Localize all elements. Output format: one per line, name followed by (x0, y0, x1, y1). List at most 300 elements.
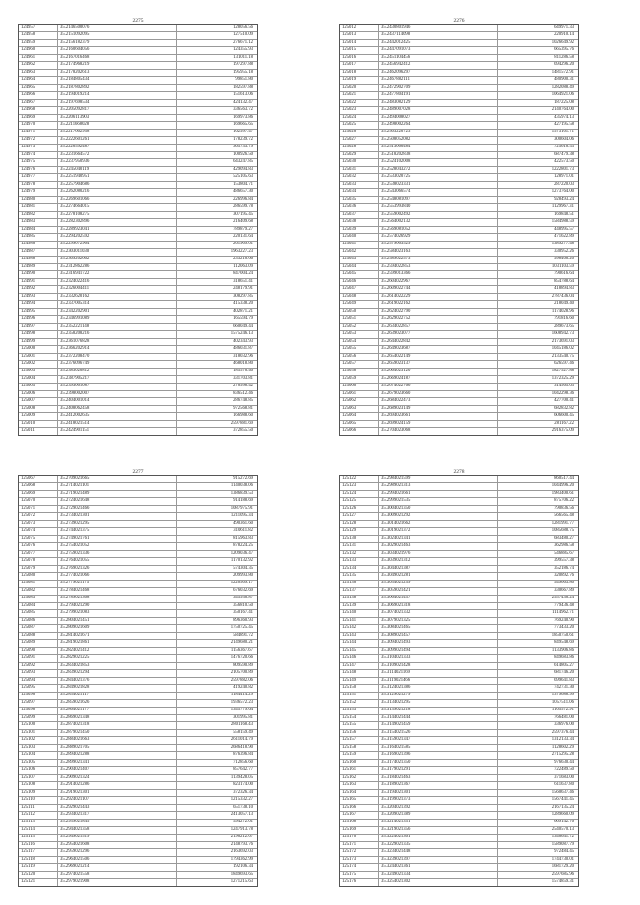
row-id-cell: 125128 (340, 521, 379, 527)
row-id-cell: 125020 (340, 85, 379, 91)
value-cell: 233216.66 (233, 256, 253, 262)
value-cell: 2801168.43 (230, 722, 253, 728)
value-cell: 2149680.21 (230, 640, 253, 646)
value-cell: 976630.44 (554, 759, 574, 765)
coordinate-cell: 35.2789021308 (58, 596, 177, 602)
row-id-cell: 125115 (19, 835, 58, 841)
table-row (19, 506, 257, 513)
value-cell: 169973.86 (233, 114, 253, 120)
value-cell: 301995.81 (233, 715, 253, 720)
value-cell: 2540570.13 (551, 827, 574, 832)
value-cell: 1174028.96 (551, 308, 574, 314)
table-row (340, 625, 578, 632)
table-row (19, 879, 257, 885)
coordinate-cell: 35.2533020725 (379, 174, 498, 180)
value-cell: 1963227.23 (230, 249, 253, 254)
value-cell: 287220.03 (554, 181, 574, 187)
value-cell: 169848.51 (554, 211, 574, 217)
row-id-cell: 125124 (340, 491, 379, 497)
page-number-header: 2277 (132, 469, 144, 475)
coordinate-cell: 35.2524102008 (379, 159, 498, 165)
coordinate-cell: 35.2744021375 (58, 528, 177, 534)
coordinate-cell: 35.2739021295 (58, 521, 177, 527)
value-cell: 300604.06 (554, 137, 574, 142)
row-id-cell: 125099 (19, 715, 58, 721)
value-cell: 1983400.61 (551, 490, 574, 496)
row-id-cell: 125085 (19, 610, 58, 616)
coordinate-cell: 35.2934021317 (58, 812, 177, 818)
coordinate-cell: 35.3029021463 (379, 543, 498, 549)
table-row (340, 331, 578, 338)
row-id-cell: 124993 (19, 294, 58, 300)
table-row (19, 491, 257, 498)
table-row (340, 640, 578, 647)
row-id-cell: 125037 (340, 212, 379, 218)
coordinate-cell: 35.2559002492 (379, 212, 498, 218)
value-cell: 435974.13 (554, 114, 574, 120)
table-row (340, 610, 578, 617)
row-id-cell: 125041 (340, 242, 379, 248)
value-cell: 330667.89 (554, 588, 574, 593)
table-row (340, 346, 578, 353)
table-row (340, 663, 578, 670)
table-row (19, 346, 257, 353)
row-id-cell: 125076 (19, 543, 58, 549)
row-id-cell: 125016 (340, 55, 379, 61)
page-number-header: 2275 (132, 18, 144, 24)
value-cell: 1386839.53 (230, 490, 253, 496)
row-id-cell: 125152 (340, 700, 379, 706)
value-cell: 1573101.71 (551, 129, 574, 135)
row-id-cell: 125057 (340, 361, 379, 367)
coordinate-cell: 35.2899021341 (58, 760, 177, 766)
value-cell: 429094.83 (233, 166, 253, 172)
coordinate-cell: 35.2167016468 (58, 55, 177, 61)
coordinate-cell: 35.2178202613 (58, 70, 177, 76)
value-cell: 1211095.34 (230, 513, 253, 519)
coordinate-cell: 35.3234021448 (379, 849, 498, 855)
row-id-cell: 125083 (19, 596, 58, 602)
coordinate-cell: 35.2709021665 (58, 476, 177, 482)
row-id-cell: 125166 (340, 805, 379, 811)
value-cell: 860517.44 (554, 476, 574, 481)
coordinate-cell: 35.2316941722 (58, 271, 177, 277)
coordinate-cell: 35.2719021489 (58, 491, 177, 497)
coordinate-cell: 35.2289923041 (58, 227, 177, 233)
table-row (19, 566, 257, 573)
table-row (19, 324, 257, 331)
row-id-cell: 125049 (340, 301, 379, 307)
coordinate-cell: 35.2528043272 (379, 167, 498, 173)
row-id-cell: 125139 (340, 603, 379, 609)
row-id-cell: 125088 (19, 633, 58, 639)
page-number-header: 2278 (453, 469, 465, 475)
row-id-cell: 124977 (19, 174, 58, 180)
coordinate-cell: 35.2174968219 (58, 62, 177, 68)
coordinate-cell: 35.2609022744 (379, 286, 498, 292)
value-cell: 643247.85 (233, 159, 253, 165)
row-id-cell: 125084 (19, 603, 58, 609)
row-id-cell: 125122 (340, 476, 379, 482)
value-cell: 681746.20 (554, 670, 574, 676)
coordinate-cell: 35.2864021177 (58, 708, 177, 714)
row-id-cell: 125168 (340, 820, 379, 826)
row-id-cell: 124975 (19, 159, 58, 165)
coordinate-cell: 35.3034021976 (379, 551, 498, 557)
row-id-cell: 124996 (19, 316, 58, 322)
table-row (340, 204, 578, 211)
row-id-cell: 125007 (19, 398, 58, 404)
row-id-cell: 125036 (340, 204, 379, 210)
value-cell: 1379688.99 (551, 692, 574, 698)
row-id-cell: 124988 (19, 257, 58, 263)
row-id-cell: 125106 (19, 767, 58, 773)
coordinate-cell: 35.2278108275 (58, 212, 177, 218)
table-row (19, 398, 257, 405)
row-id-cell: 125030 (340, 159, 379, 165)
row-id-cell: 124969 (19, 115, 58, 121)
coordinate-cell: 35.2156182379 (58, 40, 177, 46)
coordinate-cell: 35.2358208216 (58, 331, 177, 337)
coordinate-cell: 35.2614022229 (379, 294, 498, 300)
value-cell: 195955.18 (233, 69, 253, 75)
row-id-cell: 125006 (19, 391, 58, 397)
row-id-cell: 125024 (340, 115, 379, 121)
table-row (340, 107, 578, 114)
table-row (340, 316, 578, 323)
coordinate-cell: 35.2634022857 (379, 324, 498, 330)
value-cell: 1271215.63 (230, 879, 253, 885)
value-cell: 1372325.29 (551, 376, 574, 381)
value-cell: 649971.33 (554, 25, 574, 30)
value-cell: 549663.80 (554, 580, 574, 586)
row-id-cell: 124978 (19, 182, 58, 188)
table-row (340, 476, 578, 483)
row-id-cell: 125107 (19, 775, 58, 781)
table-row (19, 708, 257, 715)
coordinate-cell: 35.3199021373 (379, 797, 498, 803)
table-row (19, 309, 257, 316)
value-cell: 486031.87 (233, 346, 253, 352)
coordinate-cell: 35.2589022573 (379, 257, 498, 263)
row-id-cell: 125176 (340, 879, 379, 885)
coordinate-cell: 35.2194019214 (58, 92, 177, 98)
coordinate-cell: 35.2543066574 (379, 189, 498, 195)
value-cell: 169665.65 (233, 122, 253, 127)
coordinate-cell: 35.2160604056 (58, 47, 177, 53)
value-cell: 178239.72 (233, 137, 253, 142)
coordinate-cell: 35.2699024159 (379, 421, 498, 427)
coordinate-cell: 35.2437114098 (379, 32, 498, 38)
table-row (19, 827, 257, 834)
table-row (19, 122, 257, 129)
row-id-cell: 125102 (19, 737, 58, 743)
table-row (340, 92, 578, 99)
value-cell: 350167.41 (233, 610, 253, 616)
coordinate-cell: 35.2964021506 (58, 857, 177, 863)
value-cell: 197297.88 (233, 62, 253, 68)
coordinate-cell: 35.3219021356 (379, 827, 498, 833)
value-cell: 352186.74 (554, 565, 574, 571)
table-row (19, 137, 257, 144)
row-id-cell: 125116 (19, 842, 58, 848)
value-cell: 815963.83 (233, 535, 253, 541)
value-cell: 1560637.46 (551, 789, 574, 795)
coordinate-cell: 35.2759021336 (58, 551, 177, 557)
table-row (19, 47, 257, 54)
value-cell: 1389277.48 (551, 241, 574, 247)
value-cell: 722489.50 (554, 767, 574, 773)
coordinate-cell: 35.2594022853 (379, 264, 498, 270)
value-cell: 773433.20 (554, 625, 574, 631)
row-id-cell: 125094 (19, 678, 58, 684)
table-row (19, 413, 257, 420)
coordinate-cell: 35.2649023687 (379, 346, 498, 352)
row-id-cell: 125156 (340, 730, 379, 736)
coordinate-cell: 35.2909021324 (58, 775, 177, 781)
value-cell: 226996.84 (233, 196, 253, 202)
coordinate-cell: 35.2674022766 (379, 384, 498, 390)
coordinate-cell: 35.2299072904 (58, 242, 177, 248)
value-cell: 1289660.09 (551, 812, 574, 817)
row-id-cell: 124972 (19, 137, 58, 143)
table-row (19, 339, 257, 346)
coordinate-cell: 35.2146500076 (58, 25, 177, 31)
value-cell: 779436.48 (554, 602, 574, 608)
value-cell: 606600.45 (554, 413, 574, 419)
coordinate-cell: 35.2187802892 (58, 85, 177, 91)
row-id-cell: 125155 (340, 722, 379, 728)
row-id-cell: 125127 (340, 513, 379, 519)
row-id-cell: 124981 (19, 204, 58, 210)
row-id-cell: 125021 (340, 92, 379, 98)
value-cell: 2557436.24 (551, 595, 574, 601)
table-row (340, 812, 578, 819)
coordinate-cell: 35.2684022473 (379, 398, 498, 404)
table-row (19, 775, 257, 782)
coordinate-cell: 35.2352221148 (58, 324, 177, 330)
table-row (340, 197, 578, 204)
row-id-cell: 125173 (340, 857, 379, 863)
table-row (19, 752, 257, 759)
coordinate-cell: 35.2361076828 (58, 339, 177, 345)
value-cell: 1042298.36 (551, 390, 574, 396)
value-cell: 220131.64 (233, 234, 253, 239)
table-row (19, 581, 257, 588)
row-id-cell: 124983 (19, 219, 58, 225)
row-id-cell: 125142 (340, 625, 379, 631)
value-cell: 192106.34 (233, 864, 253, 870)
coordinate-cell: 35.2984021599 (379, 476, 498, 482)
value-cell: 151613.06 (233, 92, 253, 98)
coordinate-cell: 35.2222601261 (58, 137, 177, 143)
table-row (340, 25, 578, 32)
table-row (340, 596, 578, 603)
coordinate-cell: 35.2804021451 (58, 618, 177, 624)
table-row (19, 197, 257, 204)
table-row (340, 842, 578, 849)
value-cell: 1128602.29 (551, 744, 574, 750)
coordinate-cell: 35.2914021286 (58, 782, 177, 788)
value-cell: 162997.47 (233, 129, 253, 135)
row-id-cell: 125131 (340, 543, 379, 549)
table-row (19, 625, 257, 632)
table-row (340, 40, 578, 47)
row-id-cell: 125017 (340, 62, 379, 68)
coordinate-cell: 35.2954021608 (58, 842, 177, 848)
row-id-cell: 124959 (19, 40, 58, 46)
value-cell: 1133906.86 (551, 647, 574, 653)
value-cell: 276671.12 (233, 39, 253, 45)
value-cell: 998406.20 (554, 256, 574, 262)
table-row (340, 693, 578, 700)
value-cell: 928493.24 (554, 196, 574, 202)
value-cell: 289673.65 (554, 323, 574, 329)
row-id-cell: 125126 (340, 506, 379, 512)
coordinate-cell: 35.2799021083 (58, 610, 177, 616)
row-id-cell: 124982 (19, 212, 58, 218)
coordinate-cell: 35.2579003529 (379, 242, 498, 248)
table-row (340, 212, 578, 219)
coordinate-cell: 35.2924021107 (58, 797, 177, 803)
row-id-cell: 125040 (340, 234, 379, 240)
value-cell: 248179.91 (233, 286, 253, 292)
coordinate-cell: 35.2619022162 (379, 301, 498, 307)
table-row (19, 700, 257, 707)
row-id-cell: 125022 (340, 100, 379, 106)
coordinate-cell: 35.3049021281 (379, 573, 498, 579)
coordinate-cell: 35.3149021459 (379, 722, 498, 728)
coordinate-cell: 35.2257904686 (58, 182, 177, 188)
table-row (340, 219, 578, 226)
row-id-cell: 125112 (19, 812, 58, 818)
table-row (340, 55, 578, 62)
table-row (19, 257, 257, 264)
row-id-cell: 125086 (19, 618, 58, 624)
coordinate-cell: 35.2456942412 (379, 62, 498, 68)
table-row (340, 369, 578, 376)
coordinate-cell: 35.2503220723 (379, 130, 498, 136)
table-row (19, 536, 257, 543)
coordinate-cell: 35.2312862286 (58, 264, 177, 270)
coordinate-cell: 35.3174021350 (379, 760, 498, 766)
value-cell: 683480.27 (554, 535, 574, 541)
row-id-cell: 125075 (19, 536, 58, 542)
coordinate-cell: 35.2724021648 (58, 498, 177, 504)
value-cell: 1744730.01 (551, 856, 574, 862)
table-row (19, 384, 257, 391)
row-id-cell: 125042 (340, 249, 379, 255)
coordinate-cell: 35.2269601066 (58, 197, 177, 203)
coordinate-cell: 35.2518202838 (379, 152, 498, 158)
coordinate-cell: 35.3214021351 (379, 820, 498, 826)
value-cell: 424132.47 (233, 99, 253, 105)
row-id-cell: 124960 (19, 47, 58, 53)
table-row (19, 391, 257, 398)
coordinate-cell: 35.3194021301 (379, 790, 498, 796)
table-row (19, 633, 257, 640)
coordinate-cell: 35.3004021350 (379, 506, 498, 512)
row-id-cell: 125161 (340, 767, 379, 773)
coordinate-cell: 35.2669024187 (379, 376, 498, 382)
value-cell: 166988.60 (233, 413, 253, 419)
coordinate-cell: 35.2784021468 (58, 588, 177, 594)
coordinate-cell: 35.2206113903 (58, 115, 177, 121)
row-id-cell: 125138 (340, 596, 379, 602)
coordinate-cell: 35.2639023077 (379, 331, 498, 337)
coordinate-cell: 35.2477804191 (379, 92, 498, 98)
row-id-cell: 125060 (340, 384, 379, 390)
table-row (19, 25, 257, 32)
table-row (19, 219, 257, 226)
table-row (19, 294, 257, 301)
table-row (340, 730, 578, 737)
row-id-cell: 125105 (19, 760, 58, 766)
coordinate-cell: 35.2714021101 (58, 483, 177, 489)
value-cell: 307195.45 (233, 211, 253, 217)
value-cell: 1608942.73 (551, 331, 574, 337)
row-id-cell: 125071 (19, 506, 58, 512)
row-id-cell: 125141 (340, 618, 379, 624)
row-id-cell: 125172 (340, 849, 379, 855)
value-cell: 448995.57 (554, 226, 574, 232)
table-row (19, 820, 257, 827)
table-row (19, 693, 257, 700)
coordinate-cell: 35.2151092095 (58, 32, 177, 38)
table-row (340, 581, 578, 588)
table-row (340, 32, 578, 39)
value-cell: 216409.68 (233, 219, 253, 225)
coordinate-cell: 35.2274664015 (58, 204, 177, 210)
row-id-cell: 125096 (19, 693, 58, 699)
row-id-cell: 125093 (19, 670, 58, 676)
value-cell: 1936572.23 (230, 700, 253, 705)
row-id-cell: 125070 (19, 498, 58, 504)
coordinate-cell: 35.3084021465 (379, 625, 498, 631)
row-id-cell: 125056 (340, 354, 379, 360)
page-number-header: 2276 (453, 18, 465, 24)
coordinate-cell: 35.2689023149 (379, 406, 498, 412)
row-id-cell: 124962 (19, 62, 58, 68)
coordinate-cell: 35.2262080216 (58, 189, 177, 195)
row-id-cell: 125151 (340, 693, 379, 699)
table-row (340, 820, 578, 827)
table-row (340, 264, 578, 271)
table-row (340, 588, 578, 595)
table-row (19, 264, 257, 271)
coordinate-cell: 35.2282302896 (58, 219, 177, 225)
coordinate-cell: 35.2644022842 (379, 339, 498, 345)
value-cell: 165594.79 (233, 316, 253, 322)
row-id-cell: 125072 (19, 513, 58, 519)
value-cell: 660049.44 (233, 323, 253, 329)
table-row (340, 391, 578, 398)
table-row (340, 670, 578, 677)
row-id-cell: 125002 (19, 361, 58, 367)
table-row (340, 543, 578, 550)
row-id-cell: 125033 (340, 182, 379, 188)
row-id-cell: 125132 (340, 551, 379, 557)
value-cell: 1209036.47 (230, 550, 253, 556)
row-id-cell: 125026 (340, 130, 379, 136)
coordinate-cell: 35.2472902709 (379, 85, 498, 91)
table-row (19, 610, 257, 617)
coordinate-cell: 35.3224021301 (379, 835, 498, 841)
value-cell: 261909.01 (233, 241, 253, 247)
row-id-cell: 125077 (19, 551, 58, 557)
table-row (19, 805, 257, 812)
coordinate-cell: 35.2664023120 (379, 369, 498, 375)
